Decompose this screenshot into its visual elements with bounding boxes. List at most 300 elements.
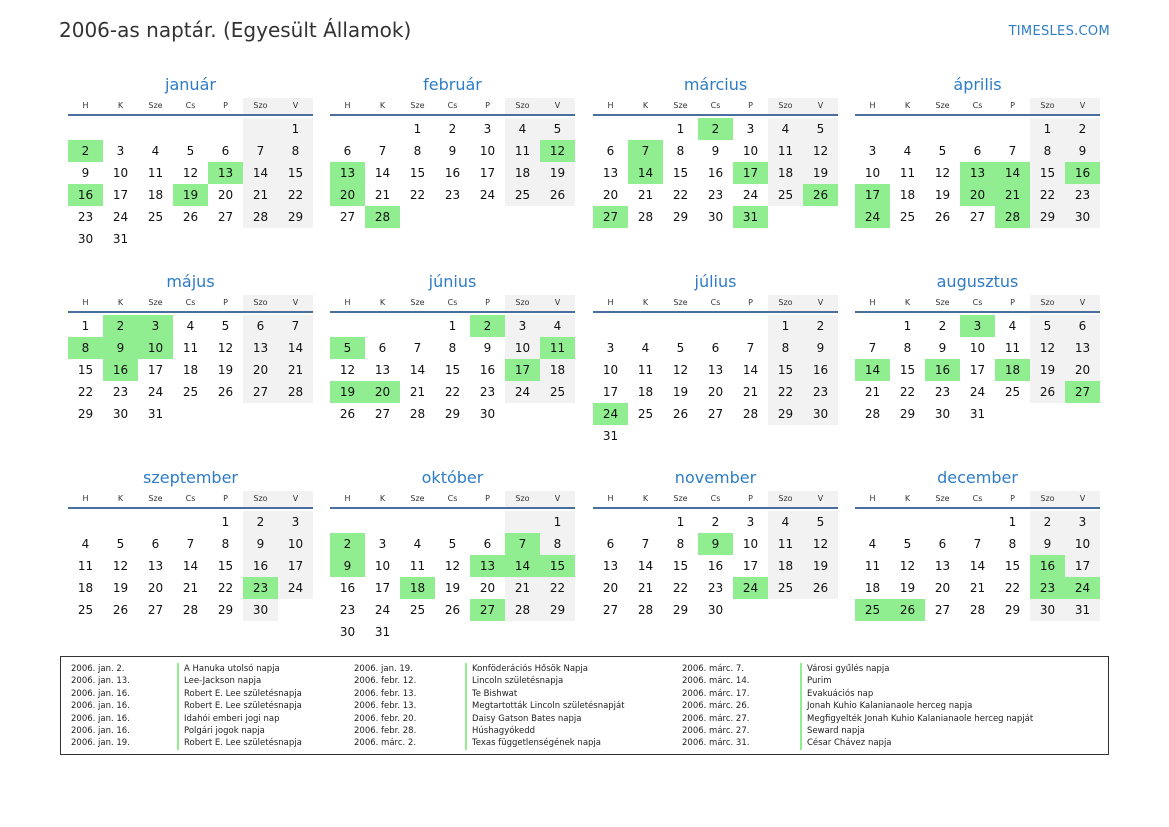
- month-block: [593, 74, 838, 228]
- day-cell: 15: [899, 363, 916, 377]
- day-cell: 26: [934, 210, 951, 224]
- day-cell: 27: [147, 603, 164, 617]
- day-cell: 22: [768, 381, 803, 403]
- month-name: augusztus: [936, 272, 1019, 291]
- header-divider: [68, 114, 313, 116]
- holiday-day-cell: 26: [890, 599, 925, 621]
- day-cell: 31: [969, 407, 986, 421]
- weekday-header: K: [904, 494, 911, 503]
- day-cell: 1: [676, 122, 685, 136]
- month-block: [855, 271, 1100, 425]
- weekday-header: Sze: [673, 298, 688, 307]
- weekday-header: V: [278, 491, 313, 507]
- day-cell: 6: [1065, 315, 1100, 337]
- day-cell: 20: [217, 188, 234, 202]
- day-cell: 21: [742, 385, 759, 399]
- day-cell: 11: [505, 140, 540, 162]
- weekday-header: Sze: [935, 101, 950, 110]
- day-cell: 21: [182, 581, 199, 595]
- weekday-header: K: [379, 298, 386, 307]
- day-cell: 3: [746, 122, 755, 136]
- day-cell: 26: [672, 407, 689, 421]
- day-cell: 29: [672, 210, 689, 224]
- month-name: április: [953, 75, 1002, 94]
- day-cell: 20: [602, 188, 619, 202]
- day-cell: 10: [742, 144, 759, 158]
- holiday-names-column: [465, 663, 625, 750]
- day-cell: 29: [1004, 603, 1021, 617]
- day-cell: 4: [81, 537, 90, 551]
- day-cell: 28: [637, 603, 654, 617]
- weekday-header: Szo: [1030, 295, 1065, 311]
- day-cell: 25: [147, 210, 164, 224]
- day-cell: 12: [1030, 337, 1065, 359]
- day-cell: 17: [479, 166, 496, 180]
- day-cell: 18: [637, 385, 654, 399]
- day-cell: 29: [768, 403, 803, 425]
- weekday-header: P: [485, 101, 490, 110]
- holiday-day-cell: 23: [243, 577, 278, 599]
- weekday-header: P: [748, 298, 753, 307]
- day-cell: 8: [413, 144, 422, 158]
- day-cell: 4: [1008, 319, 1017, 333]
- day-cell: 22: [672, 581, 689, 595]
- holiday-day-cell: 18: [400, 577, 435, 599]
- day-cell: 29: [444, 407, 461, 421]
- weekday-header: K: [642, 494, 649, 503]
- day-cell: 26: [444, 603, 461, 617]
- weekday-header: H: [869, 101, 876, 110]
- day-cell: 29: [278, 206, 313, 228]
- day-cell: 27: [934, 603, 951, 617]
- day-cell: 6: [378, 341, 387, 355]
- day-cell: 2: [803, 315, 838, 337]
- day-cell: 1: [1030, 118, 1065, 140]
- day-cell: 18: [864, 581, 881, 595]
- empty-day-cell: [243, 118, 278, 140]
- empty-day-cell: [68, 118, 103, 140]
- day-cell: 15: [768, 359, 803, 381]
- holiday-day-cell: 13: [330, 162, 365, 184]
- day-cell: 2: [1065, 118, 1100, 140]
- holiday-date: 2006. márc. 27.: [682, 713, 750, 724]
- holiday-day-cell: 2: [470, 315, 505, 337]
- day-cell: 22: [409, 188, 426, 202]
- day-cell: 14: [969, 559, 986, 573]
- holiday-day-cell: 14: [855, 359, 890, 381]
- weekday-header: Sze: [148, 101, 163, 110]
- holiday-name: Evakuációs nap: [807, 688, 874, 699]
- day-cell: 16: [444, 166, 461, 180]
- holiday-date: 2006. jan. 16.: [71, 713, 130, 724]
- month-name: január: [165, 75, 216, 94]
- day-cell: 22: [444, 385, 461, 399]
- weekday-header: H: [82, 298, 89, 307]
- day-cell: 11: [864, 559, 881, 573]
- day-cell: 19: [899, 581, 916, 595]
- day-cell: 19: [540, 162, 575, 184]
- holiday-name: Konföderációs Hősök Napja: [472, 664, 589, 674]
- day-cell: 12: [444, 559, 461, 573]
- day-cell: 15: [409, 166, 426, 180]
- day-cell: 11: [1004, 341, 1021, 355]
- header-divider: [330, 311, 575, 313]
- day-cell: 15: [278, 162, 313, 184]
- empty-day-cell: [173, 118, 208, 140]
- holiday-date: 2006. márc. 14.: [682, 676, 750, 687]
- day-cell: 11: [768, 140, 803, 162]
- day-cell: 4: [151, 144, 160, 158]
- day-cell: 7: [378, 144, 387, 158]
- day-cell: 3: [483, 122, 492, 136]
- weekday-header: K: [379, 494, 386, 503]
- day-cell: 13: [374, 363, 391, 377]
- day-cell: 7: [641, 537, 650, 551]
- day-cell: 12: [339, 363, 356, 377]
- holiday-day-cell: 3: [138, 315, 173, 337]
- day-cell: 27: [602, 603, 619, 617]
- empty-day-cell: [628, 118, 663, 140]
- empty-day-cell: [68, 511, 103, 533]
- holiday-name: Idahói emberi jogi nap: [184, 713, 280, 724]
- day-cell: 31: [112, 232, 129, 246]
- day-cell: 28: [742, 407, 759, 421]
- weekday-header: V: [803, 98, 838, 114]
- day-cell: 7: [186, 537, 195, 551]
- day-cell: 12: [672, 363, 689, 377]
- holiday-date: 2006. márc. 2.: [354, 738, 417, 749]
- day-cell: 5: [803, 118, 838, 140]
- day-cell: 19: [217, 363, 234, 377]
- weekday-header: H: [869, 494, 876, 503]
- day-cell: 24: [147, 385, 164, 399]
- brand-link[interactable]: TIMESLES.COM: [1008, 24, 1110, 39]
- day-cell: 2: [1030, 511, 1065, 533]
- month-days-grid: [68, 491, 313, 621]
- header-divider: [855, 507, 1100, 509]
- weekday-header: Cs: [972, 298, 983, 307]
- weekday-header: Cs: [185, 101, 196, 110]
- weekday-header: V: [1065, 98, 1100, 114]
- holiday-name: Robert E. Lee születésnapja: [184, 701, 302, 712]
- day-cell: 30: [112, 407, 129, 421]
- day-cell: 10: [374, 559, 391, 573]
- empty-day-cell: [593, 315, 628, 337]
- day-cell: 21: [637, 188, 654, 202]
- day-cell: 8: [768, 337, 803, 359]
- day-cell: 7: [1008, 144, 1017, 158]
- day-cell: 28: [505, 599, 540, 621]
- holiday-day-cell: 24: [733, 577, 768, 599]
- day-cell: 17: [112, 188, 129, 202]
- day-cell: 24: [278, 577, 313, 599]
- day-cell: 9: [243, 533, 278, 555]
- day-cell: 7: [868, 341, 877, 355]
- day-cell: 27: [707, 407, 724, 421]
- month-block: [593, 467, 838, 621]
- holiday-day-cell: 11: [540, 337, 575, 359]
- day-cell: 22: [217, 581, 234, 595]
- holiday-date: 2006. febr. 28.: [354, 725, 417, 736]
- weekday-header: Szo: [1030, 491, 1065, 507]
- day-cell: 23: [77, 210, 94, 224]
- day-cell: 3: [278, 511, 313, 533]
- day-cell: 10: [479, 144, 496, 158]
- holiday-date: 2006. febr. 13.: [354, 701, 417, 712]
- day-cell: 15: [77, 363, 94, 377]
- weekday-header: P: [223, 298, 228, 307]
- day-cell: 6: [938, 537, 947, 551]
- empty-day-cell: [628, 511, 663, 533]
- month-days-grid: [593, 295, 838, 447]
- day-cell: 2: [448, 122, 457, 136]
- day-cell: 4: [413, 537, 422, 551]
- day-cell: 19: [803, 555, 838, 577]
- day-cell: 17: [374, 581, 391, 595]
- empty-day-cell: [890, 118, 925, 140]
- holiday-day-cell: 24: [593, 403, 628, 425]
- day-cell: 8: [540, 533, 575, 555]
- day-cell: 24: [969, 385, 986, 399]
- day-cell: 5: [186, 144, 195, 158]
- day-cell: 3: [1065, 511, 1100, 533]
- weekday-header: V: [540, 98, 575, 114]
- holiday-day-cell: 13: [470, 555, 505, 577]
- day-cell: 2: [711, 515, 720, 529]
- holiday-day-cell: 20: [330, 184, 365, 206]
- day-cell: 7: [413, 341, 422, 355]
- day-cell: 30: [707, 603, 724, 617]
- day-cell: 5: [803, 511, 838, 533]
- day-cell: 27: [374, 407, 391, 421]
- day-cell: 13: [934, 559, 951, 573]
- day-cell: 23: [934, 385, 951, 399]
- empty-day-cell: [400, 511, 435, 533]
- month-name: október: [421, 468, 484, 487]
- day-cell: 21: [374, 188, 391, 202]
- month-block: [855, 467, 1100, 621]
- day-cell: 9: [938, 341, 947, 355]
- day-cell: 23: [707, 581, 724, 595]
- day-cell: 26: [1030, 381, 1065, 403]
- holiday-name: Lee-Jackson napja: [184, 676, 262, 687]
- holiday-name: Városi gyűlés napja: [807, 664, 890, 674]
- weekday-header: Cs: [710, 494, 721, 503]
- holiday-day-cell: 8: [68, 337, 103, 359]
- holiday-name: Lincoln születésnapja: [472, 676, 564, 687]
- month-name: november: [674, 468, 757, 487]
- holiday-day-cell: 25: [855, 599, 890, 621]
- day-cell: 6: [973, 144, 982, 158]
- day-cell: 30: [339, 625, 356, 639]
- day-cell: 18: [182, 363, 199, 377]
- day-cell: 9: [81, 166, 90, 180]
- day-cell: 18: [147, 188, 164, 202]
- holiday-day-cell: 28: [995, 206, 1030, 228]
- holiday-day-cell: 16: [925, 359, 960, 381]
- holiday-day-cell: 14: [995, 162, 1030, 184]
- day-cell: 11: [899, 166, 916, 180]
- day-cell: 25: [505, 184, 540, 206]
- holiday-day-cell: 26: [803, 184, 838, 206]
- empty-day-cell: [855, 118, 890, 140]
- empty-day-cell: [960, 118, 995, 140]
- day-cell: 27: [217, 210, 234, 224]
- holiday-day-cell: 17: [855, 184, 890, 206]
- day-cell: 20: [1065, 359, 1100, 381]
- weekday-header: Sze: [673, 494, 688, 503]
- weekday-header: K: [117, 298, 124, 307]
- day-cell: 16: [339, 581, 356, 595]
- day-cell: 10: [864, 166, 881, 180]
- holiday-day-cell: 16: [103, 359, 138, 381]
- day-cell: 9: [1065, 140, 1100, 162]
- day-cell: 14: [637, 559, 654, 573]
- day-cell: 24: [112, 210, 129, 224]
- month-block: [68, 74, 313, 250]
- day-cell: 16: [707, 166, 724, 180]
- holiday-names-column: [177, 663, 302, 750]
- day-cell: 26: [540, 184, 575, 206]
- day-cell: 13: [243, 337, 278, 359]
- day-cell: 10: [742, 537, 759, 551]
- holiday-list: [60, 656, 1109, 755]
- holiday-dates-column: [354, 663, 416, 750]
- holiday-name: Robert E. Lee születésnapja: [184, 738, 302, 749]
- day-cell: 13: [602, 166, 619, 180]
- day-cell: 15: [217, 559, 234, 573]
- day-cell: 23: [479, 385, 496, 399]
- month-days-grid: [68, 295, 313, 425]
- day-cell: 25: [77, 603, 94, 617]
- month-block: [855, 74, 1100, 228]
- day-cell: 6: [483, 537, 492, 551]
- weekday-header: H: [82, 494, 89, 503]
- weekday-header: K: [117, 494, 124, 503]
- month-name: július: [694, 272, 737, 291]
- day-cell: 20: [479, 581, 496, 595]
- holiday-day-cell: 17: [505, 359, 540, 381]
- day-cell: 24: [742, 188, 759, 202]
- day-cell: 17: [278, 555, 313, 577]
- holiday-name: Purim: [807, 676, 832, 687]
- empty-day-cell: [593, 118, 628, 140]
- empty-day-cell: [505, 511, 540, 533]
- day-cell: 15: [672, 559, 689, 573]
- holiday-day-cell: 27: [1065, 381, 1100, 403]
- day-cell: 3: [606, 341, 615, 355]
- day-cell: 17: [602, 385, 619, 399]
- day-cell: 5: [448, 537, 457, 551]
- day-cell: 18: [768, 555, 803, 577]
- empty-day-cell: [103, 118, 138, 140]
- weekday-header: K: [904, 298, 911, 307]
- weekday-header: P: [1010, 494, 1015, 503]
- day-cell: 23: [339, 603, 356, 617]
- weekday-header: Sze: [410, 494, 425, 503]
- holiday-name: César Chávez napja: [807, 738, 892, 749]
- holiday-day-cell: 2: [103, 315, 138, 337]
- header-divider: [330, 114, 575, 116]
- day-cell: 19: [803, 162, 838, 184]
- day-cell: 13: [1065, 337, 1100, 359]
- holiday-day-cell: 27: [470, 599, 505, 621]
- day-cell: 19: [672, 385, 689, 399]
- weekday-header: Sze: [410, 298, 425, 307]
- day-cell: 5: [1030, 315, 1065, 337]
- day-cell: 26: [182, 210, 199, 224]
- weekday-header: P: [485, 494, 490, 503]
- day-cell: 11: [147, 166, 164, 180]
- weekday-header: H: [607, 494, 614, 503]
- day-cell: 27: [243, 381, 278, 403]
- day-cell: 6: [711, 341, 720, 355]
- weekday-header: P: [485, 298, 490, 307]
- day-cell: 28: [182, 603, 199, 617]
- header-divider: [593, 311, 838, 313]
- holiday-day-cell: 5: [330, 337, 365, 359]
- day-cell: 22: [278, 184, 313, 206]
- weekday-header: Szo: [243, 295, 278, 311]
- empty-day-cell: [435, 511, 470, 533]
- month-days-grid: [855, 98, 1100, 228]
- empty-day-cell: [995, 118, 1030, 140]
- day-cell: 21: [409, 385, 426, 399]
- day-cell: 17: [969, 363, 986, 377]
- day-cell: 22: [540, 577, 575, 599]
- day-cell: 9: [803, 337, 838, 359]
- day-cell: 17: [147, 363, 164, 377]
- empty-day-cell: [925, 118, 960, 140]
- holiday-day-cell: 14: [505, 555, 540, 577]
- holiday-date: 2006. febr. 12.: [354, 676, 417, 687]
- holiday-name: Jonah Kuhio Kalanianaole herceg napja: [807, 701, 973, 712]
- weekday-header: Cs: [447, 298, 458, 307]
- day-cell: 10: [1065, 533, 1100, 555]
- day-cell: 16: [707, 559, 724, 573]
- day-cell: 19: [444, 581, 461, 595]
- empty-day-cell: [208, 118, 243, 140]
- day-cell: 14: [374, 166, 391, 180]
- day-cell: 29: [1030, 206, 1065, 228]
- day-cell: 7: [278, 315, 313, 337]
- day-cell: 23: [444, 188, 461, 202]
- holiday-name: Megfigyelték Jonah Kuhio Kalanianaole herceg napját: [807, 713, 1034, 724]
- holiday-day-cell: 16: [1030, 555, 1065, 577]
- weekday-header: Sze: [148, 494, 163, 503]
- day-cell: 25: [540, 381, 575, 403]
- empty-day-cell: [593, 511, 628, 533]
- empty-day-cell: [855, 315, 890, 337]
- holiday-name: Robert E. Lee születésnapja: [184, 688, 302, 699]
- weekday-header: V: [1065, 295, 1100, 311]
- day-cell: 6: [606, 144, 615, 158]
- day-cell: 7: [243, 140, 278, 162]
- day-cell: 8: [1008, 537, 1017, 551]
- weekday-header: Szo: [505, 295, 540, 311]
- holiday-day-cell: 13: [960, 162, 995, 184]
- empty-day-cell: [365, 315, 400, 337]
- day-cell: 5: [116, 537, 125, 551]
- day-cell: 3: [505, 315, 540, 337]
- header-divider: [593, 114, 838, 116]
- weekday-header: V: [803, 295, 838, 311]
- day-cell: 30: [707, 210, 724, 224]
- day-cell: 6: [221, 144, 230, 158]
- day-cell: 17: [742, 559, 759, 573]
- day-cell: 4: [540, 315, 575, 337]
- weekday-header: V: [1065, 491, 1100, 507]
